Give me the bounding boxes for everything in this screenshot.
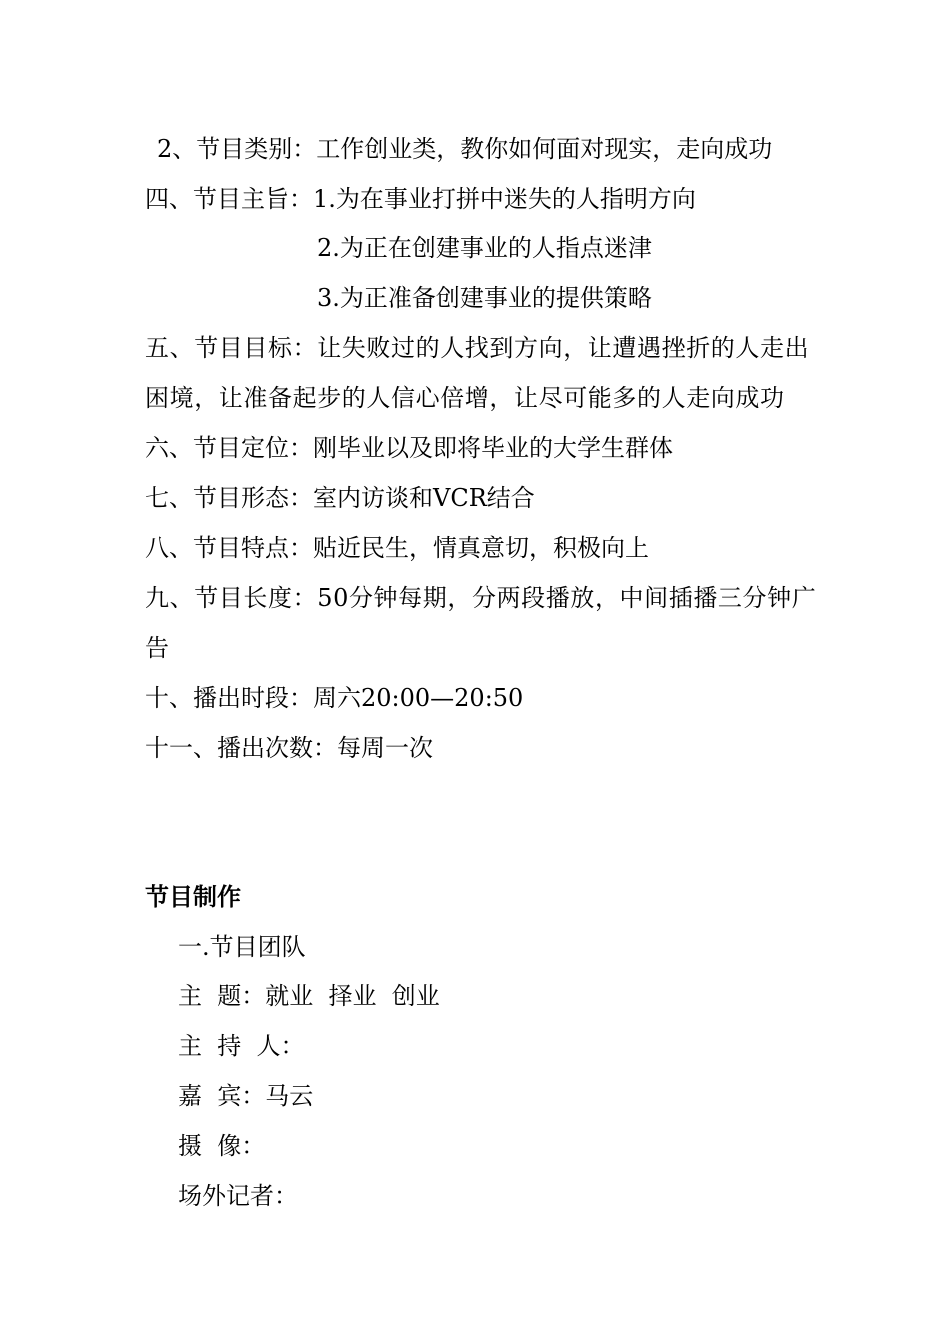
program-length-line-1: 九、节目长度：50分钟每期，分两段播放，中间插播三分钟广	[145, 584, 817, 612]
team-row-host: 主 持 人：	[178, 1032, 305, 1060]
program-purpose-line: 四、节目主旨：1.为在事业打拼中迷失的人指明方向	[145, 185, 696, 213]
section-heading: 节目制作	[145, 883, 241, 911]
team-row-guest: 嘉 宾：马云	[178, 1082, 314, 1110]
program-goal-line-2: 困境，让准备起步的人信心倍增，让尽可能多的人走向成功	[145, 384, 785, 412]
team-row-field-reporter: 场外记者：	[178, 1182, 298, 1210]
program-format-line: 七、节目形态：室内访谈和VCR结合	[145, 484, 535, 512]
program-goal-line-1: 五、节目目标：让失败过的人找到方向，让遭遇挫折的人走出	[145, 334, 810, 362]
broadcast-frequency-line: 十一、播出次数：每周一次	[145, 734, 433, 762]
team-row-theme: 主 题：就业 择业 创业	[178, 982, 440, 1010]
program-features-line: 八、节目特点：贴近民生，情真意切，积极向上	[145, 534, 649, 562]
program-purpose-item-2: 2.为正在创建事业的人指点迷津	[317, 234, 652, 262]
program-category-line: 2、节目类别：工作创业类，教你如何面对现实，走向成功	[157, 135, 773, 163]
program-positioning-line: 六、节目定位：刚毕业以及即将毕业的大学生群体	[145, 434, 673, 462]
program-purpose-item-3: 3.为正准备创建事业的提供策略	[317, 284, 652, 312]
team-row-camera: 摄 像：	[178, 1132, 266, 1160]
program-length-line-2: 告	[145, 634, 169, 662]
broadcast-time-line: 十、播出时段：周六20:00—20:50	[145, 684, 524, 712]
team-subheading: 一.节目团队	[178, 933, 306, 961]
